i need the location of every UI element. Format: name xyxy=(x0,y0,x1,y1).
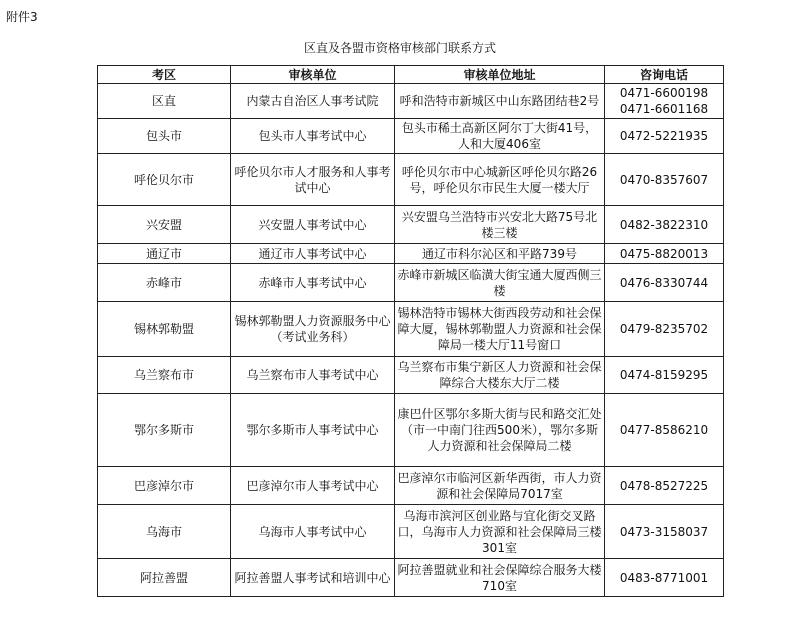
address-cell: 锡林浩特市锡林大街西段劳动和社会保障大厦，锡林郭勒盟人力资源和社会保障局一楼大厅11号窗口 xyxy=(395,302,605,357)
phone-number: 0476-8330744 xyxy=(619,275,709,290)
region-cell: 呼伦贝尔市 xyxy=(98,154,231,206)
table-row xyxy=(98,244,724,264)
address-cell: 呼和浩特市新城区中山东路团结巷2号 xyxy=(395,84,605,119)
region-cell: 锡林郭勒盟 xyxy=(98,302,231,357)
phone-cell xyxy=(605,394,724,467)
phone-number: 0477-8586210 xyxy=(619,423,709,437)
address-cell: 赤峰市新城区临潢大街宝通大厦西侧三楼 xyxy=(395,264,605,302)
unit-cell: 鄂尔多斯市人事考试中心 xyxy=(231,394,395,467)
region-cell: 乌海市 xyxy=(98,505,231,559)
page-title: 区直及各盟市资格审核部门联系方式 xyxy=(303,41,496,55)
unit-cell: 巴彦淖尔市人事考试中心 xyxy=(231,467,395,505)
table-row xyxy=(98,119,724,154)
table-row xyxy=(98,264,724,302)
region-cell: 包头市 xyxy=(98,119,231,154)
phone-cell xyxy=(605,84,724,119)
unit-cell: 呼伦贝尔市人才服务和人事考试中心 xyxy=(231,154,395,206)
region-cell: 巴彦淖尔市 xyxy=(98,467,231,505)
phone-number: 0473-3158037 xyxy=(619,524,709,539)
phone-cell xyxy=(605,244,724,264)
unit-cell: 阿拉善盟人事考试和培训中心 xyxy=(231,559,395,597)
unit-cell: 赤峰市人事考试中心 xyxy=(231,264,395,302)
unit-cell: 锡林郭勒盟人力资源服务中心（考试业务科） xyxy=(231,302,395,357)
address-cell: 乌兰察布市集宁新区人力资源和社会保障综合大楼东大厅二楼 xyxy=(395,357,605,394)
unit-cell: 包头市人事考试中心 xyxy=(231,119,395,154)
col-header-address: 审核单位地址 xyxy=(395,66,605,84)
region-cell: 赤峰市 xyxy=(98,264,231,302)
region-cell: 区直 xyxy=(98,84,231,119)
table-row xyxy=(98,206,724,244)
phone-cell xyxy=(605,559,724,597)
phone-cell xyxy=(605,206,724,244)
col-header-phone: 咨询电话 xyxy=(605,66,724,84)
phone-number: 0482-3822310 xyxy=(619,217,709,232)
phone-number: 0483-8771001 xyxy=(619,570,709,585)
region-cell: 乌兰察布市 xyxy=(98,357,231,394)
address-cell: 阿拉善盟就业和社会保障综合服务大楼710室 xyxy=(395,559,605,597)
unit-cell: 乌海市人事考试中心 xyxy=(231,505,395,559)
table-row xyxy=(98,302,724,357)
address-cell: 乌海市滨河区创业路与宜化街交叉路口，乌海市人力资源和社会保障局三楼301室 xyxy=(395,505,605,559)
table-row xyxy=(98,394,724,467)
address-cell: 包头市稀土高新区阿尔丁大街41号，人和大厦406室 xyxy=(395,119,605,154)
phone-number: 0474-8159295 xyxy=(619,368,709,382)
phone-cell xyxy=(605,467,724,505)
phone-cell xyxy=(605,119,724,154)
phone-cell xyxy=(605,505,724,559)
phone-number: 0478-8527225 xyxy=(619,478,709,493)
phone-cell xyxy=(605,357,724,394)
unit-cell: 通辽市人事考试中心 xyxy=(231,244,395,264)
table-row xyxy=(98,467,724,505)
address-cell: 通辽市科尔沁区和平路739号 xyxy=(395,244,605,264)
region-cell: 鄂尔多斯市 xyxy=(98,394,231,467)
phone-number: 0471-6601168 xyxy=(619,102,709,116)
phone-cell xyxy=(605,154,724,206)
phone-number: 0479-8235702 xyxy=(619,322,709,336)
address-cell: 呼伦贝尔市中心城新区呼伦贝尔路26号，呼伦贝尔市民生大厦一楼大厅 xyxy=(395,154,605,206)
phone-cell xyxy=(605,302,724,357)
address-cell: 康巴什区鄂尔多斯大街与民和路交汇处（市一中南门往西500米），鄂尔多斯人力资源和社会保障局二楼 xyxy=(395,394,605,467)
unit-cell: 内蒙古自治区人事考试院 xyxy=(231,84,395,119)
table-row xyxy=(98,505,724,559)
attachment-label: 附件3 xyxy=(6,10,38,24)
table-header-row xyxy=(98,66,724,84)
table-row xyxy=(98,559,724,597)
region-cell: 兴安盟 xyxy=(98,206,231,244)
col-header-region: 考区 xyxy=(98,66,231,84)
region-cell: 通辽市 xyxy=(98,244,231,264)
address-cell: 巴彦淖尔市临河区新华西街，市人力资源和社会保障局7017室 xyxy=(395,467,605,505)
phone-number: 0475-8820013 xyxy=(619,246,709,261)
region-cell: 阿拉善盟 xyxy=(98,559,231,597)
phone-cell xyxy=(605,264,724,302)
contacts-table xyxy=(97,65,724,597)
phone-number: 0472-5221935 xyxy=(619,129,709,143)
table-row xyxy=(98,154,724,206)
unit-cell: 兴安盟人事考试中心 xyxy=(231,206,395,244)
table-row xyxy=(98,357,724,394)
col-header-unit: 审核单位 xyxy=(231,66,395,84)
phone-number: 0470-8357607 xyxy=(619,172,709,187)
address-cell: 兴安盟乌兰浩特市兴安北大路75号北楼三楼 xyxy=(395,206,605,244)
table-row xyxy=(98,84,724,119)
unit-cell: 乌兰察布市人事考试中心 xyxy=(231,357,395,394)
phone-number: 0471-6600198 xyxy=(619,86,709,100)
